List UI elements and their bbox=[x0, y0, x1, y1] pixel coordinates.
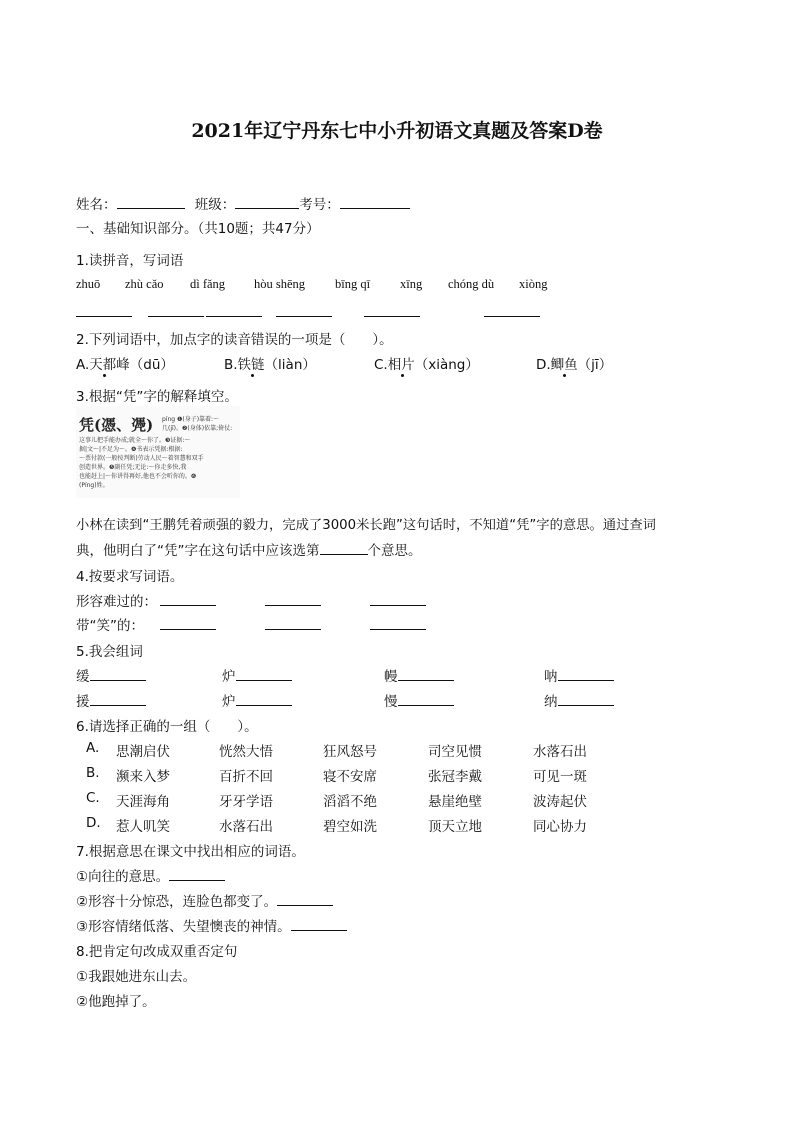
dictionary-line: 据|文～|不足为～。❹书表示凭据:根据: bbox=[79, 446, 183, 453]
dictionary-line: ～票付款(一般按判断)劳动人民～着智慧和双手 bbox=[79, 455, 204, 462]
q1-pinyin-3: dì fǎng bbox=[190, 277, 226, 291]
q6-word: 水落石出 bbox=[533, 744, 587, 760]
student-info-row bbox=[76, 193, 410, 213]
q3-answer-blank[interactable] bbox=[320, 554, 368, 555]
q7-blank[interactable] bbox=[291, 930, 347, 931]
q3-title: 3.根据“凭”字的解释填空。 bbox=[76, 389, 238, 405]
exam-number-label: 考号： bbox=[299, 197, 340, 213]
q5-blank[interactable] bbox=[558, 705, 614, 706]
q2-option-c[interactable]: C.相片（xiàng） bbox=[374, 357, 479, 373]
q1-pinyin-1: zhuō bbox=[76, 277, 101, 291]
q5-char: 炉 bbox=[222, 690, 292, 710]
q1-answer-line-1[interactable] bbox=[76, 316, 132, 317]
q6-word: 牙牙学语 bbox=[219, 794, 273, 810]
q6-word: 恍然大悟 bbox=[219, 744, 273, 760]
dictionary-line: píng ❶(身子)靠着:～ bbox=[162, 416, 220, 423]
emphasis-dot bbox=[563, 374, 566, 377]
dictionary-entry-image bbox=[76, 406, 240, 498]
name-blank[interactable] bbox=[117, 208, 185, 209]
q1-answer-line-3[interactable] bbox=[206, 316, 262, 317]
class-blank[interactable] bbox=[235, 208, 299, 209]
exam-number-blank[interactable] bbox=[340, 208, 410, 209]
q1-answer-line-4[interactable] bbox=[276, 316, 332, 317]
q5-blank[interactable] bbox=[236, 705, 292, 706]
q5-char: 慢 bbox=[384, 690, 454, 710]
q6-word: 可见一斑 bbox=[533, 769, 587, 785]
q6-word: 司空见惯 bbox=[428, 744, 482, 760]
q6-option-label[interactable]: D. bbox=[86, 815, 101, 831]
q5-blank[interactable] bbox=[90, 705, 146, 706]
q4-blank[interactable] bbox=[160, 629, 216, 630]
emphasis-dot bbox=[103, 374, 106, 377]
q1-answer-line-2[interactable] bbox=[148, 316, 204, 317]
q1-pinyin-4: hòu shēng bbox=[254, 277, 306, 291]
q3-paragraph-line-2 bbox=[76, 539, 422, 559]
q6-word: 狂风怒号 bbox=[323, 744, 377, 760]
q6-word: 同心协力 bbox=[533, 819, 587, 835]
q6-word: 思潮启伏 bbox=[116, 744, 170, 760]
q4-title: 4.按要求写词语。 bbox=[76, 569, 184, 585]
q5-char: 炉 bbox=[222, 665, 292, 685]
q4-blank[interactable] bbox=[265, 605, 321, 606]
class-label: 班级： bbox=[194, 197, 236, 213]
q7-blank[interactable] bbox=[277, 905, 333, 906]
q6-word: 惹人叽笑 bbox=[116, 819, 170, 835]
section-heading: 一、基础知识部分。（共10题；共47分） bbox=[76, 221, 320, 237]
q7-item-1: ①向往的意思。 bbox=[76, 865, 225, 885]
q5-blank[interactable] bbox=[236, 680, 292, 681]
dictionary-line: 也能赶上|～你讲得再好,他也不会听你的。❻ bbox=[79, 473, 197, 480]
q5-char: 纳 bbox=[544, 690, 614, 710]
q6-word: 张冠李戴 bbox=[428, 769, 482, 785]
q1-pinyin-8: xiòng bbox=[519, 277, 548, 291]
q6-word: 碧空如洗 bbox=[323, 819, 377, 835]
dictionary-line: 这事儿把手能办成;就全～你了。❸证据:～ bbox=[79, 437, 191, 444]
q3-paragraph-text: 典，他明白了“凭”字在这句话中应该选第 bbox=[76, 543, 320, 559]
q6-word: 滔滔不绝 bbox=[323, 794, 377, 810]
dictionary-line: 创造世界。❺副任凭;无论:～你走多快,我 bbox=[79, 464, 187, 471]
emphasis-dot bbox=[251, 374, 254, 377]
q8-item-1: ①我跟她进东山去。 bbox=[76, 969, 197, 985]
q1-pinyin-2: zhù cǎo bbox=[125, 277, 164, 291]
q3-paragraph-line-1: 小林在读到“王鹏凭着顽强的毅力，完成了3000米长跑”这句话时，不知道“凭”字的意思。通过查词 bbox=[76, 518, 656, 533]
q1-answer-line-5[interactable] bbox=[364, 316, 420, 317]
q2-option-b[interactable]: B.铁链（liàn） bbox=[224, 357, 316, 373]
dictionary-line: (Píng)姓。 bbox=[79, 482, 109, 489]
q2-option-a[interactable]: A.天都峰（dū） bbox=[76, 357, 174, 373]
emphasis-dot bbox=[401, 374, 404, 377]
q4-blank[interactable] bbox=[265, 629, 321, 630]
name-label: 姓名： bbox=[76, 197, 117, 213]
q1-answer-line-6[interactable] bbox=[484, 316, 540, 317]
q4-row-2-label: 带“笑”的： bbox=[76, 618, 144, 634]
q7-blank[interactable] bbox=[169, 880, 225, 881]
q6-word: 天涯海角 bbox=[116, 794, 170, 810]
q6-title: 6.请选择正确的一组（ ）。 bbox=[76, 719, 258, 735]
q2-title: 2.下列词语中，加点字的读音错误的一项是（ ）。 bbox=[76, 332, 393, 348]
q6-word: 水落石出 bbox=[219, 819, 273, 835]
q5-char: 缓 bbox=[76, 665, 146, 685]
q7-item-2: ②形容十分惊恐，连脸色都变了。 bbox=[76, 890, 333, 910]
q6-word: 波涛起伏 bbox=[533, 794, 587, 810]
q5-blank[interactable] bbox=[90, 680, 146, 681]
q5-title: 5.我会组词 bbox=[76, 644, 143, 660]
q1-title: 1.读拼音，写词语 bbox=[76, 253, 184, 269]
q4-row-1-label: 形容难过的： bbox=[76, 594, 157, 610]
dictionary-line: 几(jī)。❷(身体)依靠;倚仗: bbox=[162, 425, 233, 432]
q4-blank[interactable] bbox=[370, 629, 426, 630]
q6-option-label[interactable]: C. bbox=[86, 790, 100, 806]
q2-option-d[interactable]: D.鲫鱼（jī） bbox=[536, 357, 613, 373]
q4-blank[interactable] bbox=[160, 605, 216, 606]
q7-title: 7.根据意思在课文中找出相应的词语。 bbox=[76, 844, 305, 860]
q6-word: 百折不回 bbox=[219, 769, 273, 785]
q6-word: 悬崖绝壁 bbox=[428, 794, 482, 810]
q8-title: 8.把肯定句改成双重否定句 bbox=[76, 944, 238, 960]
dictionary-headword: 凭(憑、凴) bbox=[79, 416, 154, 434]
q6-option-label[interactable]: A. bbox=[86, 740, 100, 756]
q6-option-label[interactable]: B. bbox=[86, 765, 100, 781]
q4-blank[interactable] bbox=[370, 605, 426, 606]
q6-word: 寝不安席 bbox=[323, 769, 377, 785]
q1-pinyin-5: bīng qī bbox=[335, 277, 371, 291]
q6-word: 濒来入梦 bbox=[116, 769, 170, 785]
q5-char: 呐 bbox=[544, 665, 614, 685]
q5-char: 援 bbox=[76, 690, 146, 710]
q5-blank[interactable] bbox=[398, 680, 454, 681]
q6-word: 顶天立地 bbox=[428, 819, 482, 835]
q5-char: 幔 bbox=[384, 665, 454, 685]
q5-blank[interactable] bbox=[558, 680, 614, 681]
q1-pinyin-7: chóng dù bbox=[448, 277, 495, 291]
q1-pinyin-6: xīng bbox=[400, 277, 423, 291]
page-title: 2021年辽宁丹东七中小升初语文真题及答案D卷 bbox=[191, 120, 603, 142]
q5-blank[interactable] bbox=[398, 705, 454, 706]
q8-item-2: ②他跑掉了。 bbox=[76, 994, 156, 1010]
q7-item-3: ③形容情绪低落、失望懊丧的神情。 bbox=[76, 915, 347, 935]
q3-paragraph-text-end: 个意思。 bbox=[367, 543, 422, 559]
